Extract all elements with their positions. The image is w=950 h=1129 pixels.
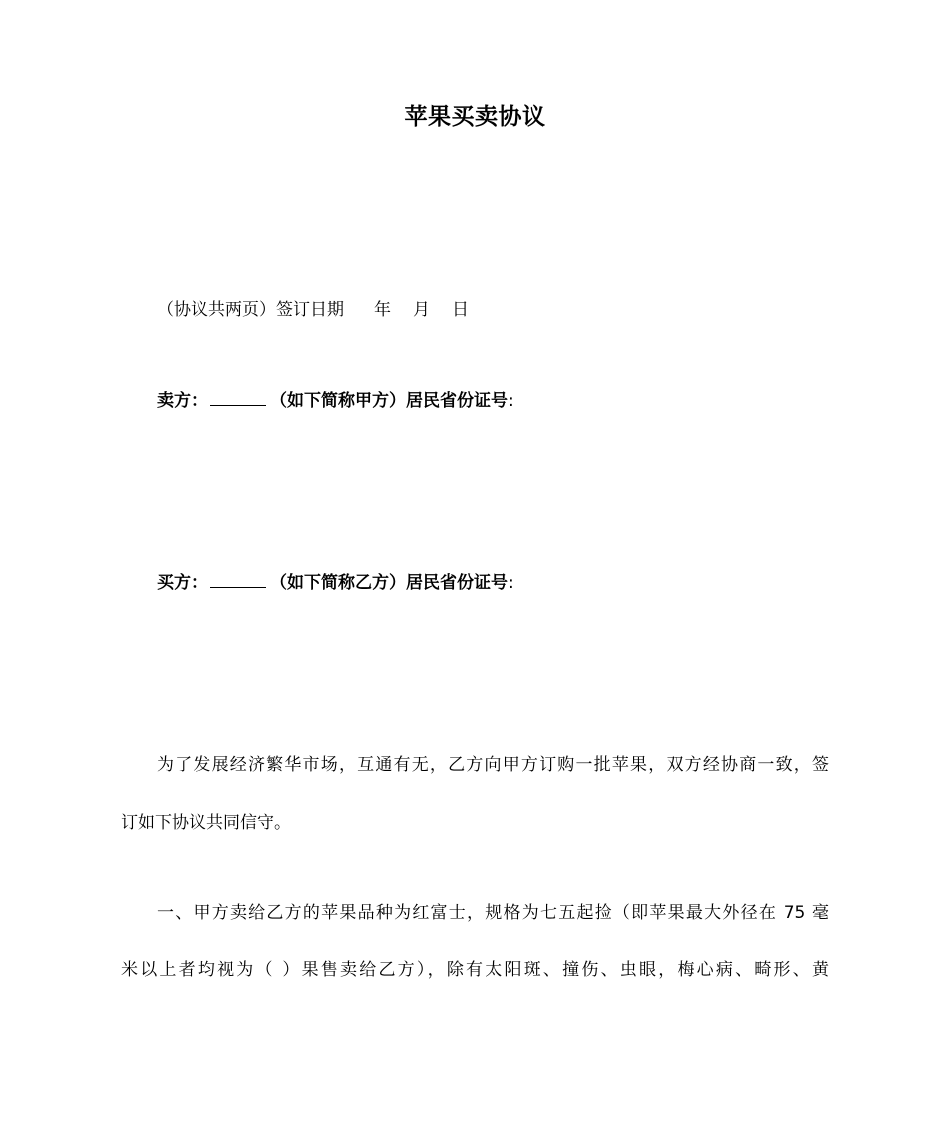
buyer-name-blank <box>210 573 266 588</box>
intro-paragraph-line-2: 订如下协议共同信守。 <box>121 813 291 833</box>
clause-1-line-2: 米以上者均视为（ ）果售卖给乙方），除有太阳斑、撞伤、虫眼，梅心病、畸形、黄 <box>121 960 829 980</box>
seller-label: 卖方： <box>157 391 208 411</box>
signing-date-month: 月 <box>413 300 430 320</box>
signing-date-line <box>157 298 469 322</box>
document-title: 苹果买卖协议 <box>404 104 546 130</box>
seller-name-blank <box>210 391 266 406</box>
clause-1-line-1: 一、甲方卖给乙方的苹果品种为红富士，规格为七五起捡（即苹果最大外径在 75 毫 <box>157 903 829 923</box>
buyer-label: 买方： <box>157 573 208 593</box>
signing-date-day: 日 <box>452 300 469 320</box>
intro-paragraph-line-1: 为了发展经济繁华市场，互通有无，乙方向甲方订购一批苹果，双方经协商一致，签 <box>157 755 829 775</box>
buyer-line <box>157 571 514 595</box>
seller-note: （如下简称甲方）居民省份证号 <box>270 391 508 411</box>
buyer-colon: : <box>508 573 514 593</box>
seller-colon: : <box>508 391 514 411</box>
signing-date-prefix: （协议共两页）签订日期 <box>157 300 344 320</box>
signing-date-year: 年 <box>374 300 391 320</box>
seller-line <box>157 389 514 413</box>
buyer-note: （如下简称乙方）居民省份证号 <box>270 573 508 593</box>
